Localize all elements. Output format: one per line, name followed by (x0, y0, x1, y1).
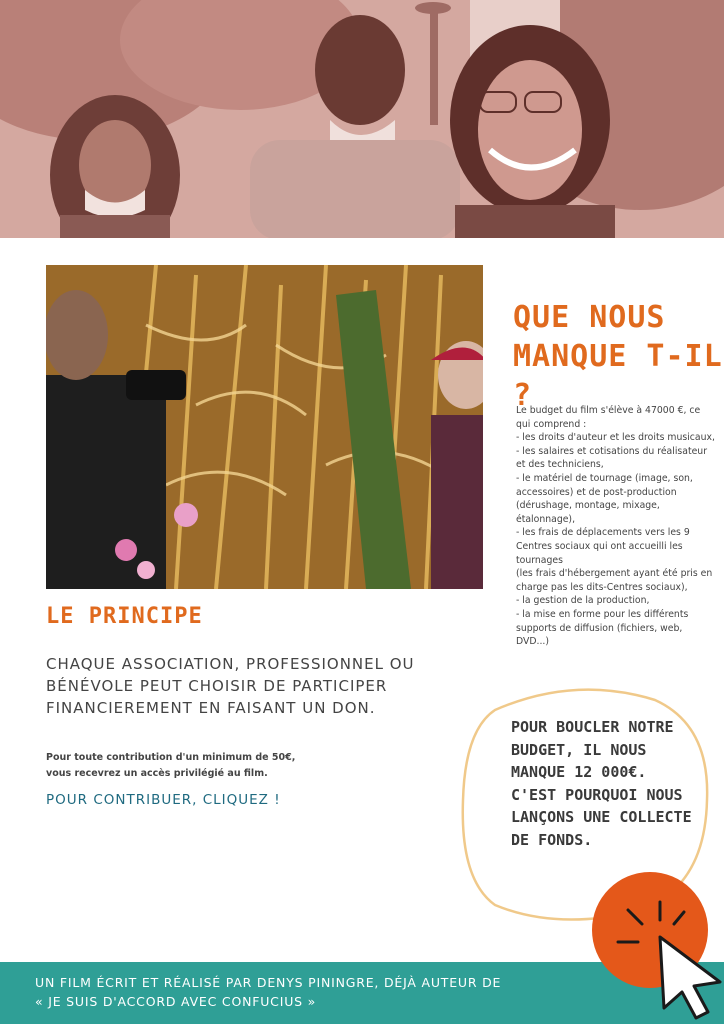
budget-line: - les frais de déplacements vers les 9 Centres sociaux qui ont accueilli les tournages (516, 527, 690, 566)
manque-title-line1: QUE NOUS (513, 300, 666, 335)
footer-line1: UN FILM ÉCRIT ET RÉALISÉ PAR DENYS PININGRE, DÉJÀ AUTEUR DE (35, 975, 502, 990)
collecte-line: POUR BOUCLER NOTRE (511, 718, 674, 736)
budget-line: - les droits d'auteur et les droits musicaux, (516, 432, 715, 444)
footer-line2: « JE SUIS D'ACCORD AVEC CONFUCIUS » (35, 994, 317, 1009)
collecte-line: DE FONDS. (511, 830, 593, 849)
budget-line: - les salaires et cotisations du réalisateur et des techniciens, (516, 445, 708, 471)
contribute-link[interactable]: POUR CONTRIBUER, CLIQUEZ ! (46, 792, 281, 808)
hero-image (0, 0, 724, 238)
manque-title-line2: MANQUE T-IL ? (513, 339, 723, 413)
collecte-line: C'EST POURQUOI NOUS (511, 785, 683, 804)
contribution-line2: vous recevrez un accès privilégié au film. (46, 768, 268, 779)
budget-line: - la gestion de la production, (516, 595, 650, 607)
budget-line: - la mise en forme pour les différents supports de diffusion (fichiers, web, DVD...) (516, 608, 689, 648)
collecte-text (511, 716, 711, 851)
principe-text: CHAQUE ASSOCIATION, PROFESSIONNEL OU BÉNÉVOLE PEUT CHOISIR DE PARTICIPER FINANCIEREMENT EN FAISANT UN DON. (46, 655, 415, 717)
collecte-line: BUDGET, IL NOUS (511, 740, 647, 759)
hero-photo (0, 0, 724, 238)
cornfield-image (46, 265, 483, 589)
cursor-click-icon[interactable] (590, 872, 724, 1024)
budget-description (516, 404, 716, 649)
contribution-info (46, 750, 346, 782)
budget-line: - le matériel de tournage (image, son, accessoires) et de post-production (dérushage, montage, mixage, étalonnage), (516, 472, 693, 525)
manque-title (513, 298, 723, 415)
budget-line: (les frais d'hébergement ayant été pris en charge pas les dits-Centres sociaux), (516, 568, 713, 593)
collecte-line: LANÇONS UNE COLLECTE (511, 808, 692, 826)
collecte-line: MANQUE 12 000€. (511, 763, 647, 781)
contribution-line1: Pour toute contribution d'un minimum de 50€, (46, 752, 296, 763)
budget-line: Le budget du film s'élève à 47000 €, ce qui comprend : (516, 405, 701, 430)
principe-title: LE PRINCIPE (46, 604, 203, 629)
film-photo (46, 265, 483, 589)
